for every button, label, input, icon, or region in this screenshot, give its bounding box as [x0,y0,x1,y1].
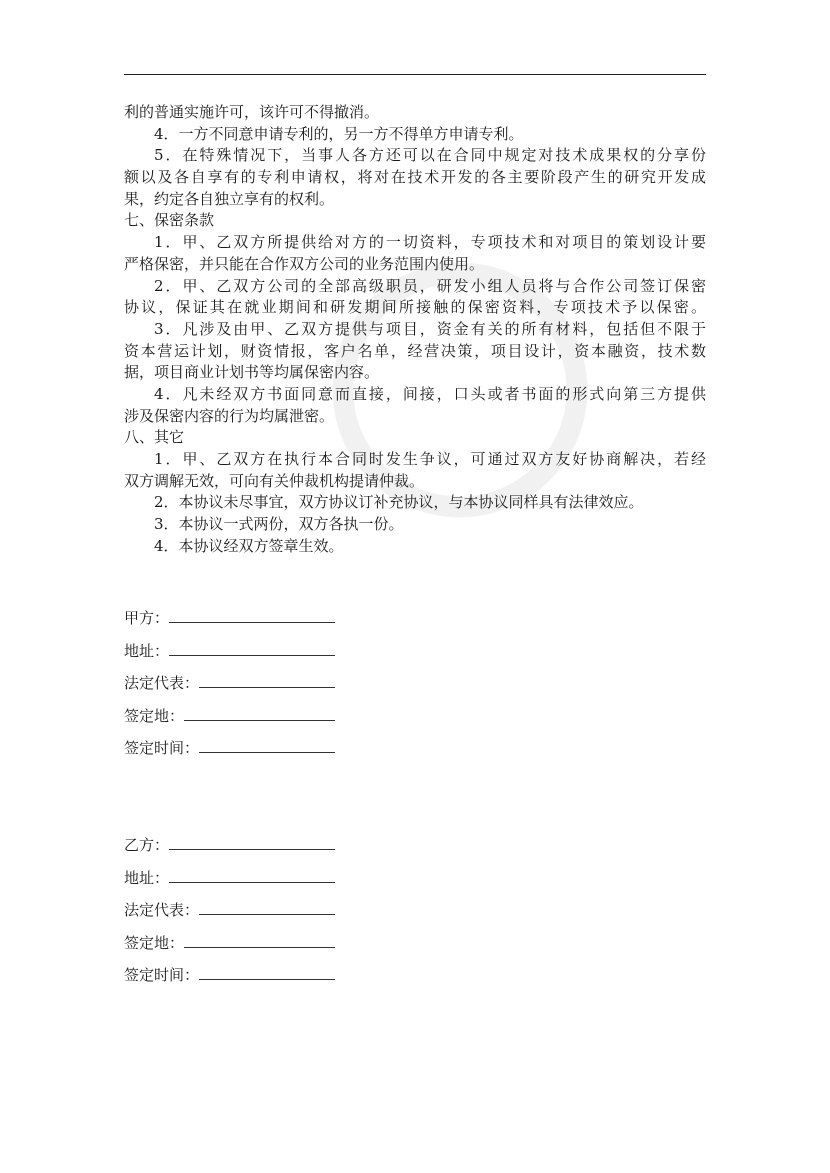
text-line: 资本营运计划，财资情报，客户名单，经营决策，项目设计，资本融资，技术数 [124,341,706,360]
text-line: 1．甲、乙双方所提供给对方的一切资料，专项技术和对项目的策划设计要 [154,233,706,252]
signature-label: 地址： [124,641,170,660]
signature-row [124,635,335,668]
party-b-signature-block [124,829,335,992]
signature-row [124,959,335,992]
signature-blank-line[interactable] [184,702,335,721]
signature-label: 法定代表： [124,674,200,692]
signature-row [124,862,335,895]
text-line: 八、其它 [124,428,185,447]
text-line: 双方调解无效，可向有关仲裁机构提请仲裁。 [124,471,425,490]
signature-blank-line[interactable] [169,637,335,656]
signature-blank-line[interactable] [199,734,335,753]
signature-label: 签定地： [124,706,185,725]
text-line: 严格保密，并只能在合作双方公司的业务范围内使用。 [124,254,485,273]
text-line: 利的普通实施许可，该许可不得撤消。 [124,103,380,121]
signature-row [124,829,335,862]
text-line: 1．甲、乙双方在执行本合同时发生争议，可通过双方友好协商解决，若经 [154,450,706,468]
text-line: 5．在特殊情况下，当事人各方还可以在合同中规定对技术成果权的分享份 [154,146,706,165]
signature-blank-line[interactable] [199,961,335,980]
text-line: 额以及各自享有的专利申请权，将对在技术开发的各主要阶段产生的研究开发成 [124,168,706,187]
text-line: 协议，保证其在就业期间和研发期间所接触的保密资料，专项技术予以保密。 [124,298,706,317]
signature-label: 法定代表： [124,901,200,919]
signature-blank-line[interactable] [199,896,335,915]
signature-label: 乙方： [124,836,170,854]
signature-label: 签定时间： [124,966,200,984]
header-rule [124,74,706,75]
signature-row [124,894,335,927]
signature-label: 甲方： [124,609,170,627]
signature-label: 地址： [124,868,170,887]
signature-blank-line[interactable] [169,604,335,623]
signature-blank-line[interactable] [169,831,335,850]
text-line: 果，约定各自独立享有的权利。 [124,189,335,208]
signature-row [124,927,335,960]
signature-row [124,700,335,733]
text-line: 3．本协议一式两份，双方各执一份。 [154,515,404,534]
text-line: 涉及保密内容的行为均属泄密。 [124,406,335,425]
text-line: 3．凡涉及由甲、乙双方提供与项目，资金有关的所有材料，包括但不限于 [154,319,706,338]
document-body [124,102,706,557]
text-line: 2．甲、乙双方公司的全部高级职员，研发小组人员将与合作公司签订保密 [154,276,706,295]
signature-row [124,602,335,635]
text-line: 4．本协议经双方签章生效。 [154,536,344,555]
party-a-signature-block [124,602,335,765]
signature-row [124,667,335,700]
text-line: 4．凡未经双方书面同意而直接，间接，口头或者书面的形式向第三方提供 [154,384,706,403]
text-line: 4．一方不同意申请专利的，另一方不得单方申请专利。 [154,124,524,143]
signature-label: 签定地： [124,933,185,952]
signature-label: 签定时间： [124,739,200,757]
signature-blank-line[interactable] [169,864,335,883]
text-line: 七、保密条款 [124,211,215,230]
text-line: 据，项目商业计划书等均属保密内容。 [124,363,380,382]
signature-blank-line[interactable] [184,929,335,948]
text-line: 2．本协议未尽事宜，双方协议订补充协议，与本协议同样具有法律效应。 [154,493,644,512]
signature-blank-line[interactable] [199,669,335,688]
signature-row [124,732,335,765]
